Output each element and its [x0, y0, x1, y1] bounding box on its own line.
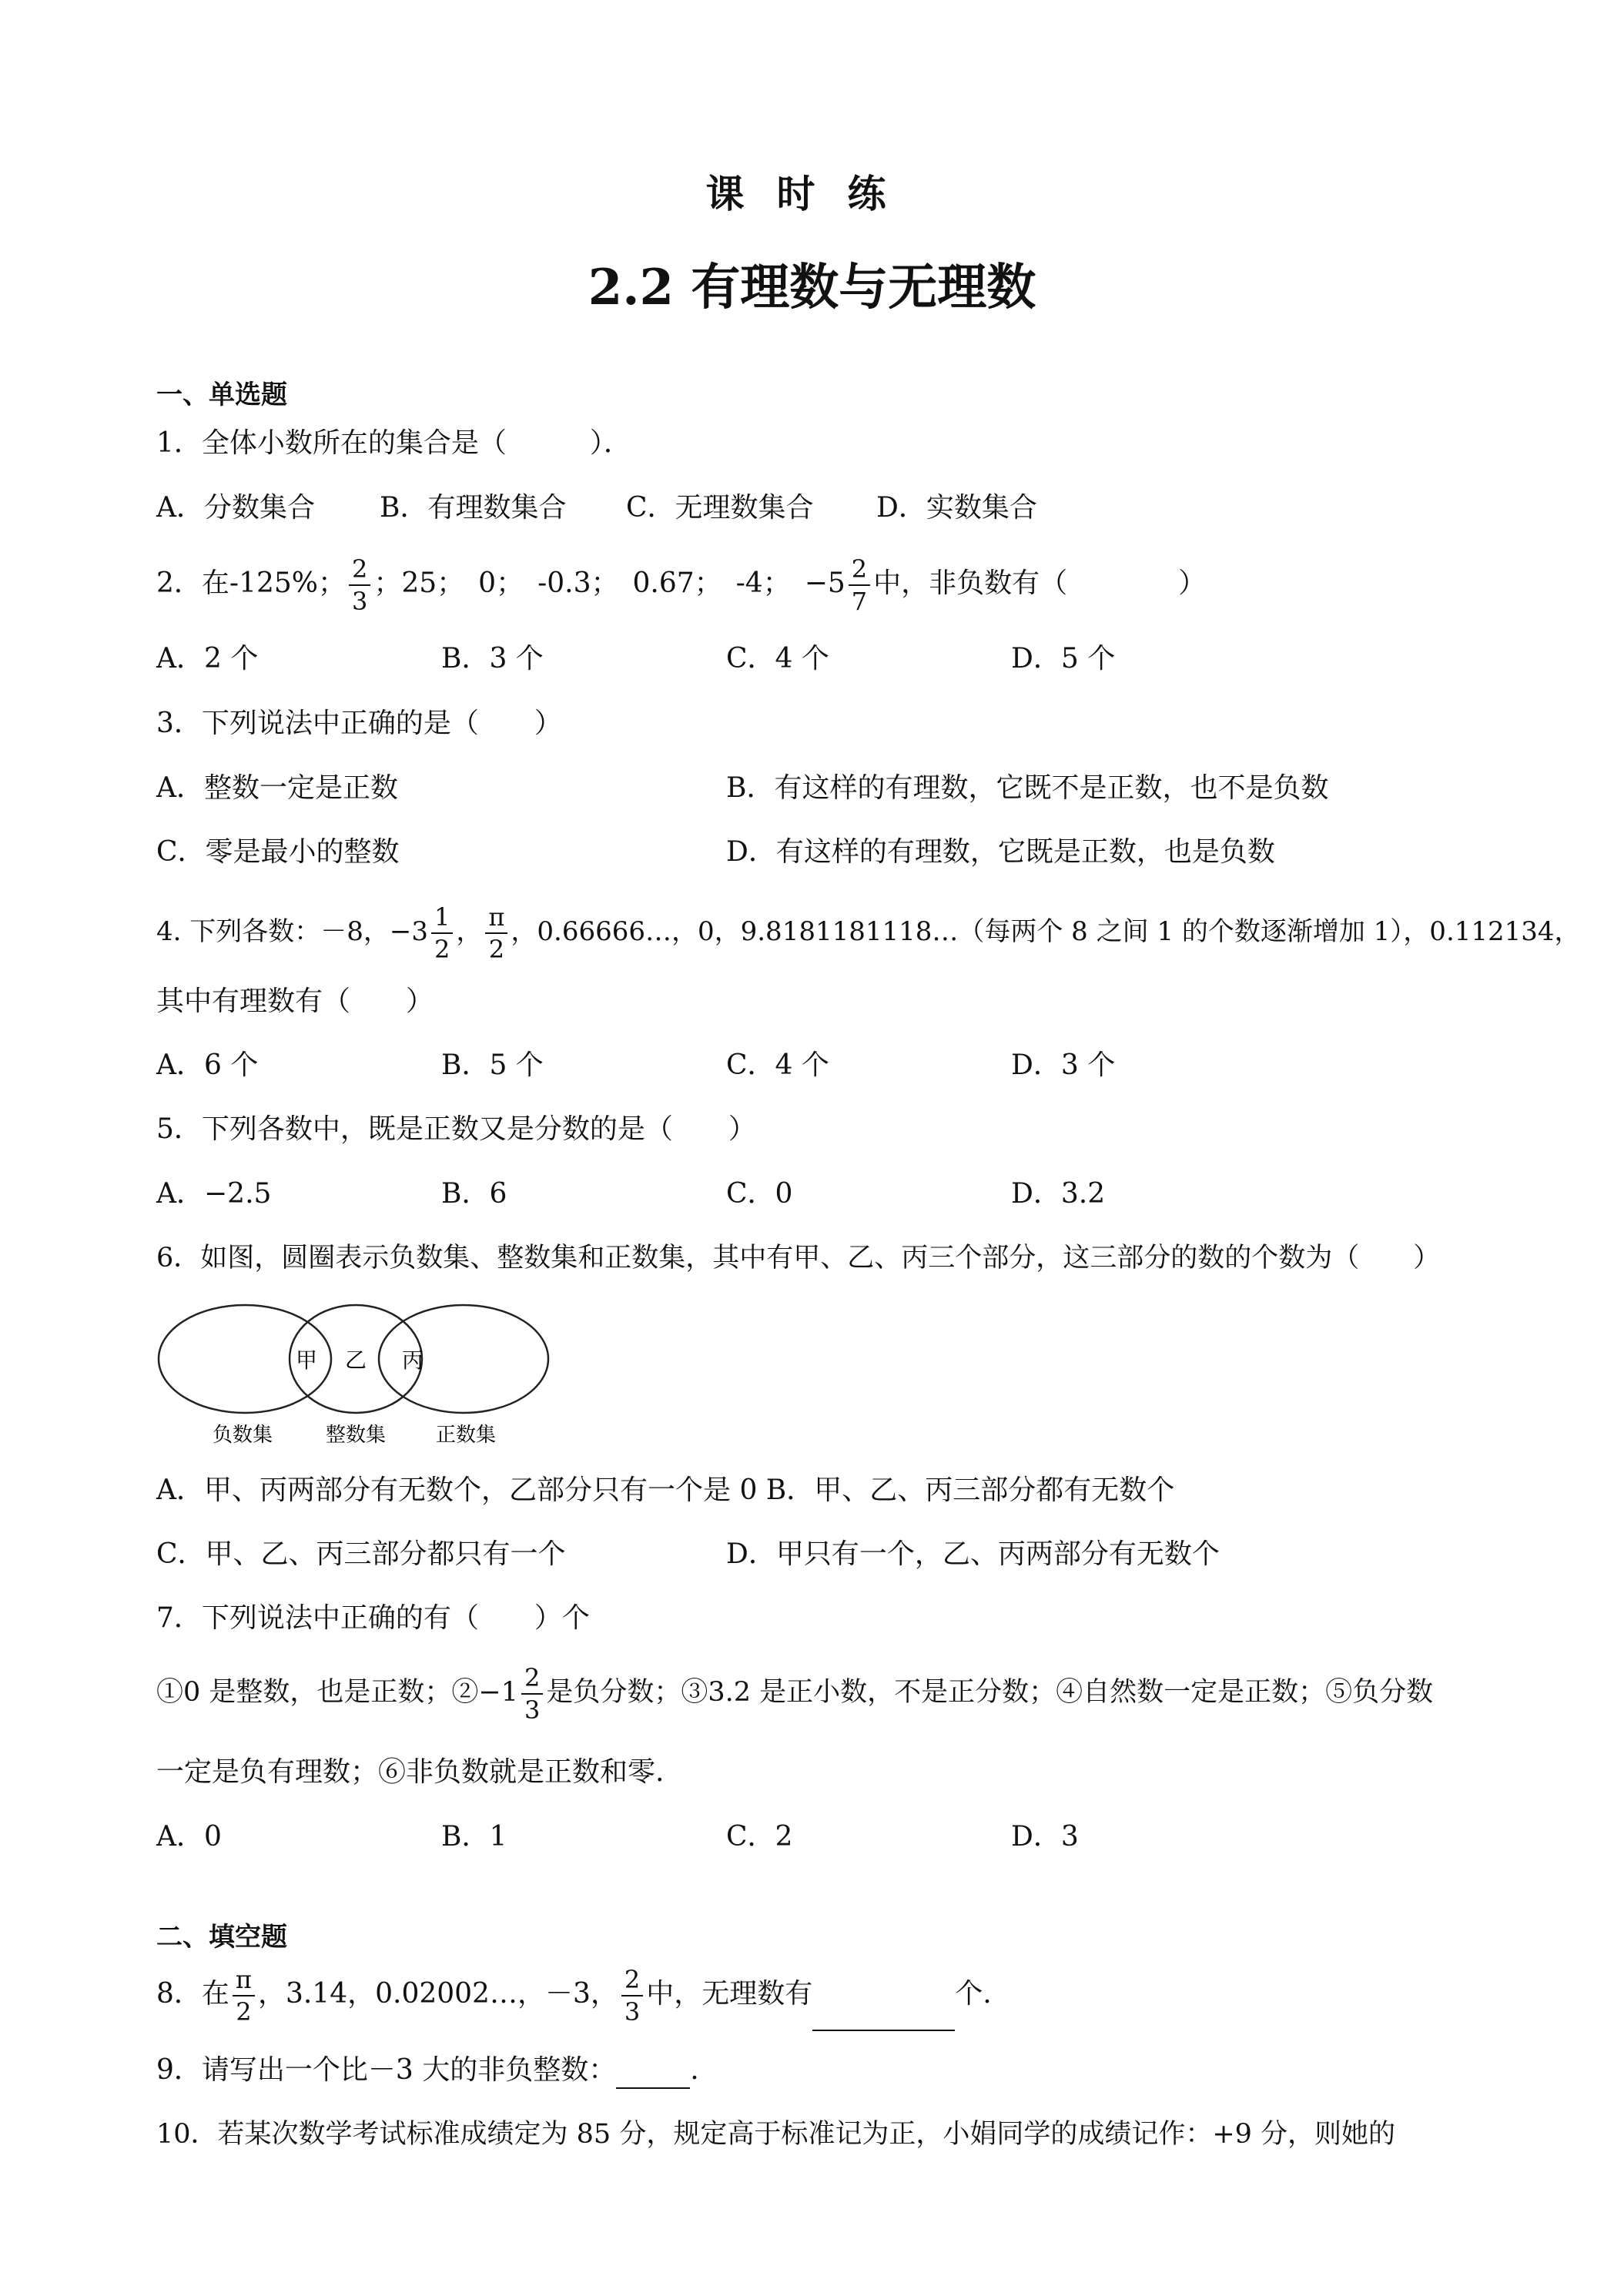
question-10: 10．若某次数学考试标准成绩定为 85 分，规定高于标准记为正，小娟同学的成绩记作：+9 分，则她的	[156, 2119, 1396, 2150]
q7-text-pre: ①0 是整数，也是正数；②−1	[156, 1677, 518, 1708]
q7-option-a: A．0	[156, 1821, 222, 1853]
q1-option-b: B．有理数集合	[380, 492, 567, 524]
venn-diagram	[154, 1301, 554, 1455]
q4-option-d: D．3 个	[1011, 1049, 1116, 1081]
q8-fraction-pi-over-two	[233, 1965, 255, 2027]
venn-label-yi: 乙	[344, 1347, 367, 1373]
fraction-denominator: 2	[488, 935, 505, 964]
q9-answer-blank[interactable]	[616, 2060, 690, 2089]
q6-options-a-b: A．甲、丙两部分有无数个，乙部分只有一个是 0 B．甲、乙、丙三部分都有无数个	[156, 1474, 1175, 1506]
q6-option-d: D．甲只有一个，乙、丙两部分有无数个	[726, 1538, 1220, 1570]
q6-option-c: C．甲、乙、丙三部分都只有一个	[156, 1538, 566, 1570]
q4-text-sep: ，	[456, 916, 483, 947]
fraction-denominator: 3	[524, 1695, 541, 1725]
question-3: 3．下列说法中正确的是（ ）	[156, 708, 562, 739]
q2-option-d: D．5 个	[1011, 643, 1116, 674]
q5-option-d: D．3.2	[1011, 1178, 1106, 1210]
q5-option-a: A．−2.5	[156, 1178, 272, 1210]
question-7-statements-line-1	[156, 1655, 1433, 1729]
q7-option-d: D．3	[1011, 1821, 1079, 1853]
q3-option-a: A．整数一定是正数	[156, 772, 398, 804]
q2-option-b: B．3 个	[441, 643, 544, 674]
q9-text-pre: 9．请写出一个比－3 大的非负整数：	[156, 2054, 617, 2086]
question-2	[156, 547, 1206, 621]
fraction-numerator: π	[233, 1967, 255, 1996]
q2-text-mid: ；25； 0； -0.3； 0.67； -4； −5	[373, 567, 845, 599]
q9-text-end: .	[690, 2054, 699, 2086]
q4-text-post: ，0.66666…，0，9.8181181118…（每两个 8 之间 1 的个数逐渐增加 1），0.112134，	[511, 916, 1581, 947]
question-1: 1．全体小数所在的集合是（ ）．	[156, 427, 631, 459]
q2-option-a: A．2 个	[156, 643, 259, 674]
q2-text-pre: 2．在-125%；	[156, 567, 346, 599]
q4-text-pre: 4. 下列各数：－8，−3	[156, 916, 428, 947]
page-title: 2.2 有理数与无理数	[588, 259, 1036, 316]
venn-label-negative-set: 负数集	[212, 1424, 273, 1447]
q4-fraction-pi-over-two	[485, 902, 507, 964]
fraction-denominator: 2	[434, 935, 450, 964]
question-9	[156, 2052, 699, 2089]
fraction-numerator: 2	[849, 557, 870, 586]
q7-text-post: 是负分数；③3.2 是正小数，不是正分数；④自然数一定是正数；⑤负分数	[546, 1677, 1434, 1708]
venn-label-jia: 甲	[295, 1347, 318, 1373]
section-heading-fill-in: 二、填空题	[156, 1922, 287, 1953]
q4-option-a: A．6 个	[156, 1049, 259, 1081]
question-4-line-2: 其中有理数有（ ）	[156, 986, 434, 1017]
venn-label-bing: 丙	[401, 1347, 424, 1373]
question-7-statements-line-2: 一定是负有理数；⑥非负数就是正数和零.	[156, 1756, 665, 1788]
fraction-numerator: 1	[431, 905, 453, 934]
venn-label-positive-set: 正数集	[435, 1424, 497, 1447]
q8-answer-blank[interactable]	[812, 2002, 955, 2031]
fraction-numerator: 2	[349, 557, 370, 586]
q1-option-d: D．实数集合	[876, 492, 1037, 524]
question-7: 7．下列说法中正确的有（ ）个	[156, 1602, 590, 1634]
fraction-denominator: 3	[352, 587, 368, 616]
q8-text-mid: ，3.14，0.02002…，－3，	[257, 1978, 618, 2010]
q2-text-post: 中，非负数有（ ）	[873, 567, 1207, 599]
q2-option-c: C．4 个	[726, 643, 829, 674]
q8-text-post: 中，无理数有	[646, 1978, 813, 2010]
q3-option-b: B．有这样的有理数，它既不是正数，也不是负数	[726, 772, 1329, 804]
question-5: 5．下列各数中，既是正数又是分数的是（ ）	[156, 1113, 756, 1145]
q7-option-c: C．2	[726, 1821, 793, 1853]
fraction-numerator: 2	[521, 1665, 543, 1695]
q4-fraction-one-half	[431, 902, 453, 964]
page-subtitle: 课时练	[705, 171, 919, 216]
q1-option-a: A．分数集合	[156, 492, 315, 524]
venn-label-integer-set: 整数集	[325, 1424, 387, 1447]
q5-option-c: C．0	[726, 1178, 793, 1210]
fraction-numerator: π	[485, 905, 507, 934]
q8-text-pre: 8．在	[156, 1978, 229, 2010]
fraction-denominator: 3	[624, 1997, 641, 2027]
q7-option-b: B．1	[441, 1821, 507, 1853]
q4-option-c: C．4 个	[726, 1049, 829, 1081]
q8-text-end: 个.	[955, 1978, 992, 2010]
q8-fraction-two-thirds	[621, 1965, 643, 2027]
section-heading-single-choice: 一、单选题	[156, 380, 287, 410]
question-8	[156, 1957, 992, 2031]
question-4	[156, 895, 1581, 969]
q5-option-b: B．6	[441, 1178, 507, 1210]
question-6: 6．如图，圆圈表示负数集、整数集和正数集，其中有甲、乙、丙三个部分，这三部分的数的个数为（ ）	[156, 1243, 1441, 1274]
q3-option-c: C．零是最小的整数	[156, 836, 400, 868]
q1-option-c: C．无理数集合	[626, 492, 814, 524]
fraction-denominator: 7	[851, 587, 868, 616]
q4-option-b: B．5 个	[441, 1049, 544, 1081]
q7-fraction-two-thirds	[521, 1662, 543, 1725]
fraction-denominator: 2	[236, 1997, 252, 2027]
q3-option-d: D．有这样的有理数，它既是正数，也是负数	[726, 836, 1275, 868]
fraction-numerator: 2	[621, 1967, 643, 1996]
q2-fraction-two-thirds	[349, 554, 370, 616]
q2-fraction-two-sevenths	[849, 554, 870, 616]
